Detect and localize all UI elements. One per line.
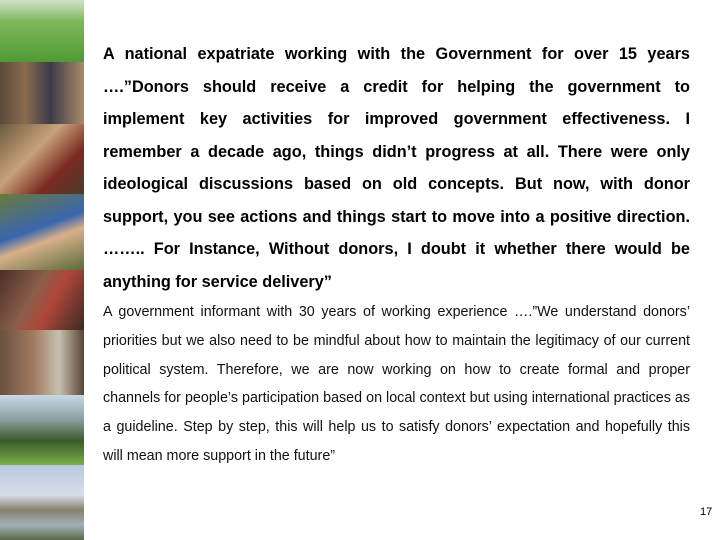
women-group-photo <box>0 270 84 330</box>
villagers-photo <box>0 330 84 395</box>
karst-landscape-photo <box>0 395 84 465</box>
expatriate-quote: A national expatriate working with the Government for over 15 years ….”Donors should receive a credit for helping the government to implement key activities for improved government effectiveness. I remember a decade ago, things didn’t progress at all. There were only ideological discussions based on old concepts. But now, with donor support, you see actions and things start to move into a positive direction. …….. For Instance, Without donors, I doubt it whether there would be anything for service delivery” <box>103 45 690 291</box>
bridge-photo <box>0 465 84 540</box>
photo-strip <box>0 0 84 540</box>
rice-field-photo <box>0 0 84 62</box>
family-photo <box>0 124 84 194</box>
woman-blue-shirt-photo <box>0 194 84 270</box>
market-people-photo <box>0 62 84 124</box>
slide-body <box>103 38 690 471</box>
page-number: 17 <box>700 506 713 518</box>
government-informant-quote: A government informant with 30 years of working experience ….”We understand donors’ priorities but we also need to be mindful about how to maintain the legitimacy of our current political system. Therefore, we are now working on how to create formal and proper channels for people’s participation based on local context but using international practices as a guideline. Step by step, this will help us to satisfy donors’ expectation and hopefully this will mean more support in the future” <box>103 304 690 464</box>
